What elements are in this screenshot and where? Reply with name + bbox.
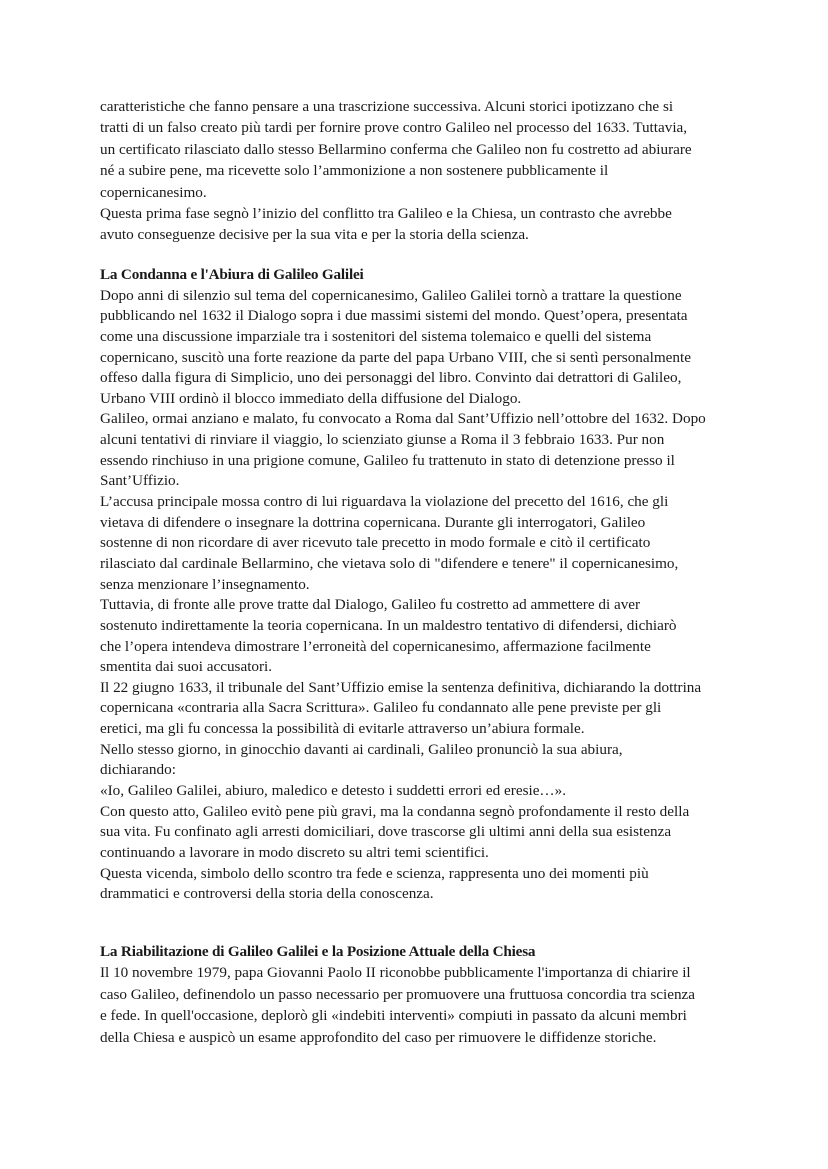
text-line: avuto conseguenze decisive per la sua vita e per la storia della scienza. [100,226,529,244]
text-line: Il 10 novembre 1979, papa Giovanni Paolo II riconobbe pubblicamente l'importanza di chiarire il [100,964,691,982]
text-line: offeso dalla figura di Simplicio, uno dei personaggi del libro. Convinto dai detrattori di Galileo, [100,369,682,387]
text-line: sua vita. Fu confinato agli arresti domiciliari, dove trascorse gli ultimi anni della sua esistenza [100,823,672,841]
text-line: alcuni tentativi di rinviare il viaggio, lo scienziato giunse a Roma il 3 febbraio 1633. Pur non [100,431,665,449]
text-line: eretici, ma gli fu concessa la possibilità di evitarle attraverso un’abiura formale. [100,720,585,738]
text-line: rilasciato dal cardinale Bellarmino, che vietava solo di "difendere e tenere" il copernicanesimo, [100,554,679,572]
text-line: della Chiesa e auspicò un esame approfondito del caso per rimuovere le diffidenze storiche. [100,1028,657,1046]
text-line: Sant’Uffizio. [100,472,180,490]
text-line: smentita dai suoi accusatori. [100,658,273,676]
text-line: Questa vicenda, simbolo dello scontro tra fede e scienza, rappresenta uno dei momenti più [100,864,649,882]
section-intro-continuation [100,96,800,246]
text-line: dichiarando: [100,761,176,779]
section-riabilitazione [100,941,800,1048]
section-condanna-abiura [100,265,800,905]
text-line: che l’opera intendeva dimostrare l’erroneità del copernicanesimo, affermazione facilmente [100,637,651,655]
text-line: Galileo, ormai anziano e malato, fu convocato a Roma dal Sant’Uffizio nell’ottobre del 1632. Dopo [100,410,706,428]
text-line: tratti di un falso creato più tardi per fornire prove contro Galileo nel processo del 1633. Tuttavia, [100,119,688,137]
text-line: Il 22 giugno 1633, il tribunale del Sant’Uffizio emise la sentenza definitiva, dichiarando la dottrina [100,678,702,696]
text-line: L’accusa principale mossa contro di lui riguardava la violazione del precetto del 1616, che gli [100,493,669,511]
text-line: né a subire pene, ma ricevette solo l’ammonizione a non sostenere pubblicamente il [100,162,609,180]
text-line: pubblicando nel 1632 il Dialogo sopra i due massimi sistemi del mondo. Quest’opera, presentata [100,307,688,325]
text-line: un certificato rilasciato dallo stesso Bellarmino conferma che Galileo non fu costretto ad abiurare [100,140,692,158]
text-line: Nello stesso giorno, in ginocchio davanti ai cardinali, Galileo pronunciò la sua abiura, [100,740,623,758]
text-line: copernicano, suscitò una forte reazione da parte del papa Urbano VIII, che si sentì personalmente [100,348,691,366]
section-heading: La Riabilitazione di Galileo Galilei e la Posizione Attuale della Chiesa [100,943,536,960]
text-line: sostenne di non ricordare di aver ricevuto tale precetto in modo formale e citò il certificato [100,534,651,552]
text-line: continuando a lavorare in modo discreto su altri temi scientifici. [100,843,489,861]
text-line: Dopo anni di silenzio sul tema del copernicanesimo, Galileo Galilei tornò a trattare la questione [100,286,682,304]
text-line: Urbano VIII ordinò il blocco immediato della diffusione del Dialogo. [100,389,522,407]
text-line: Tuttavia, di fronte alle prove tratte dal Dialogo, Galileo fu costretto ad ammettere di aver [100,596,641,614]
text-line: Con questo atto, Galileo evitò pene più gravi, ma la condanna segnò profondamente il resto della [100,802,690,820]
text-line: copernicanesimo. [100,183,207,201]
text-line: sostenuto indirettamente la teoria copernicana. In un maldestro tentativo di difendersi, dichiarò [100,616,677,634]
text-line: come una discussione imparziale tra i sostenitori del sistema tolemaico e quelli del sistema [100,327,652,345]
text-line: e fede. In quell'occasione, deplorò gli «indebiti interventi» compiuti in passato da alcuni membri [100,1007,687,1025]
text-line: caso Galileo, definendolo un passo necessario per promuovere una fruttuosa concordia tra scienza [100,985,696,1003]
text-line: essendo rinchiuso in una prigione comune, Galileo fu trattenuto in stato di detenzione presso il [100,451,675,469]
text-line: senza menzionare l’insegnamento. [100,575,310,593]
text-line: copernicana «contraria alla Sacra Scrittura». Galileo fu condannato alle pene previste per gli [100,699,662,717]
text-line: caratteristiche che fanno pensare a una trascrizione successiva. Alcuni storici ipotizzano che si [100,98,674,115]
section-heading: La Condanna e l'Abiura di Galileo Galilei [100,266,364,283]
text-line: vietava di difendere o insegnare la dottrina copernicana. Durante gli interrogatori, Galileo [100,513,646,531]
text-line: drammatici e controversi della storia della conoscenza. [100,885,434,903]
text-line: «Io, Galileo Galilei, abiuro, maledico e detesto i suddetti errori ed eresie…». [100,782,567,800]
text-line: Questa prima fase segnò l’inizio del conflitto tra Galileo e la Chiesa, un contrasto che avrebbe [100,204,672,222]
